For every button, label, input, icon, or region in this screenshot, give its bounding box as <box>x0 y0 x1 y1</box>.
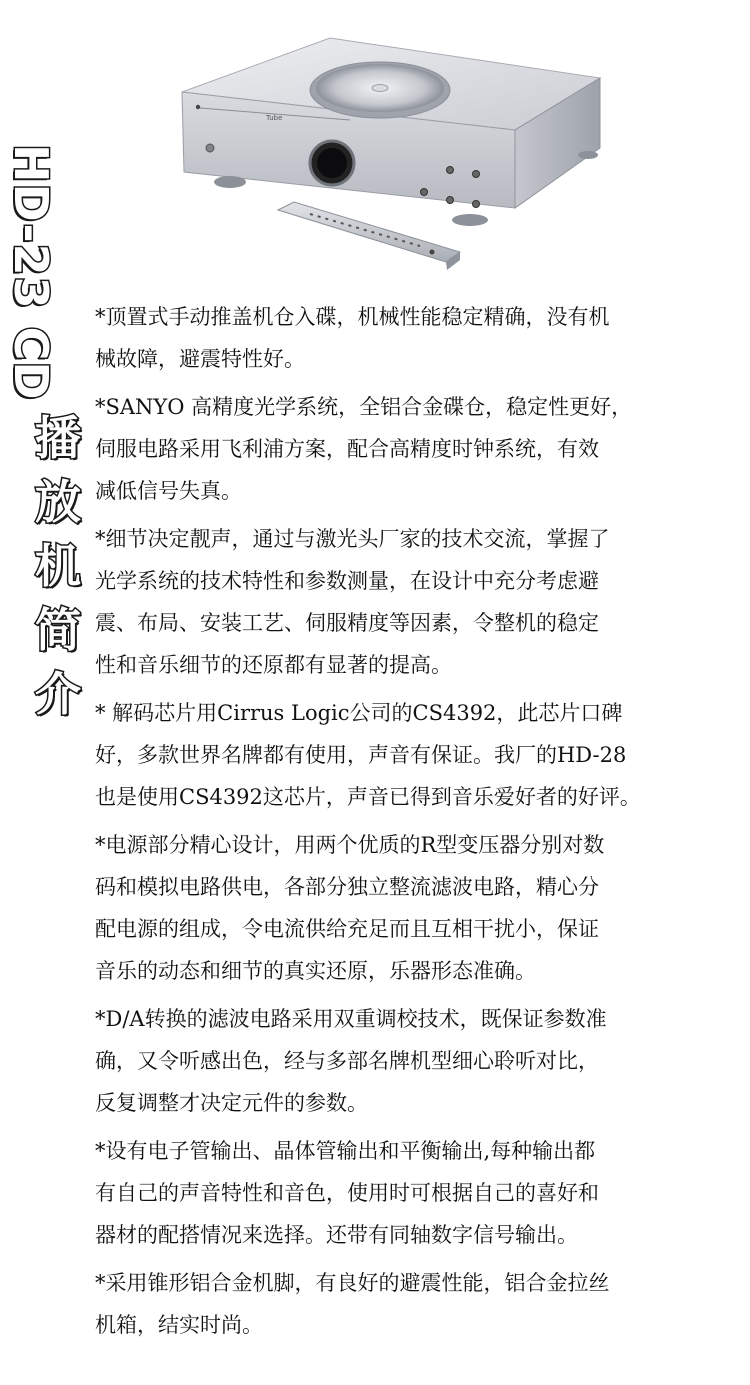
feature-paragraph <box>95 1130 735 1256</box>
text-line: *顶置式手动推盖机仓入碟，机械性能稳定精确，没有机 <box>95 305 610 329</box>
text-line: *设有电子管输出、晶体管输出和平衡输出,每种输出都 <box>95 1139 596 1163</box>
text-line: 伺服电路采用飞利浦方案，配合高精度时钟系统，有效 <box>95 437 599 461</box>
text-line: * 解码芯片用Cirrus Logic公司的CS4392，此芯片口碑 <box>95 701 623 725</box>
text-line: 有自己的声音特性和音色，使用时可根据自己的喜好和 <box>95 1181 599 1205</box>
product-image <box>170 30 610 290</box>
text-line: 器材的配搭情况来选择。还带有同轴数字信号输出。 <box>95 1223 578 1247</box>
text-line: 震、布局、安装工艺、伺服精度等因素，令整机的稳定 <box>95 611 599 635</box>
feature-paragraph <box>95 824 735 992</box>
feature-paragraph <box>95 998 735 1124</box>
title-cjk <box>30 408 86 728</box>
text-line: 码和模拟电路供电，各部分独立整流滤波电路，精心分 <box>95 875 599 899</box>
feature-paragraph <box>95 1262 735 1346</box>
text-line: 械故障，避震特性好。 <box>95 347 305 371</box>
text-line: *D/A转换的滤波电路采用双重调校技术，既保证参数准 <box>95 1007 607 1031</box>
feature-paragraph <box>95 296 735 380</box>
cd-player-illustration <box>170 30 610 290</box>
text-line: 音乐的动态和细节的真实还原，乐器形态准确。 <box>95 959 536 983</box>
text-line: 减低信号失真。 <box>95 479 242 503</box>
feature-paragraph <box>95 692 735 818</box>
text-line: 配电源的组成，令电流供给充足而且互相干扰小，保证 <box>95 917 599 941</box>
text-line: 性和音乐细节的还原都有显著的提高。 <box>95 653 452 677</box>
text-line: *细节决定靓声，通过与激光头厂家的技术交流，掌握了 <box>95 527 610 551</box>
text-line: 好，多款世界名牌都有使用，声音有保证。我厂的HD-28 <box>95 743 627 767</box>
text-line: *SANYO 高精度光学系统，全铝合金碟仓，稳定性更好， <box>95 395 633 419</box>
text-line: 反复调整才决定元件的参数。 <box>95 1091 368 1115</box>
vertical-title <box>4 140 92 721</box>
model-title-text: HD-23 CD <box>4 144 58 401</box>
feature-paragraph <box>95 518 735 686</box>
text-line: 也是使用CS4392这芯片，声音已得到音乐爱好者的好评。 <box>95 785 641 809</box>
feature-list <box>95 296 735 1352</box>
model-title <box>4 144 88 402</box>
text-line: *电源部分精心设计，用两个优质的R型变压器分别对数 <box>95 833 605 857</box>
text-line: *采用锥形铝合金机脚，有良好的避震性能，铝合金拉丝 <box>95 1271 610 1295</box>
text-line: 光学系统的技术特性和参数测量，在设计中充分考虑避 <box>95 569 599 593</box>
text-line: 确，又令听感出色，经与多部名牌机型细心聆听对比， <box>95 1049 599 1073</box>
text-line: 机箱，结实时尚。 <box>95 1313 263 1337</box>
title-char: 机 <box>35 539 81 593</box>
title-char: 介 <box>35 667 81 721</box>
title-char: 放 <box>35 475 81 529</box>
feature-paragraph <box>95 386 735 512</box>
brand-label: Tube <box>266 114 283 122</box>
title-char: 简 <box>35 603 81 657</box>
title-char: 播 <box>35 411 81 465</box>
